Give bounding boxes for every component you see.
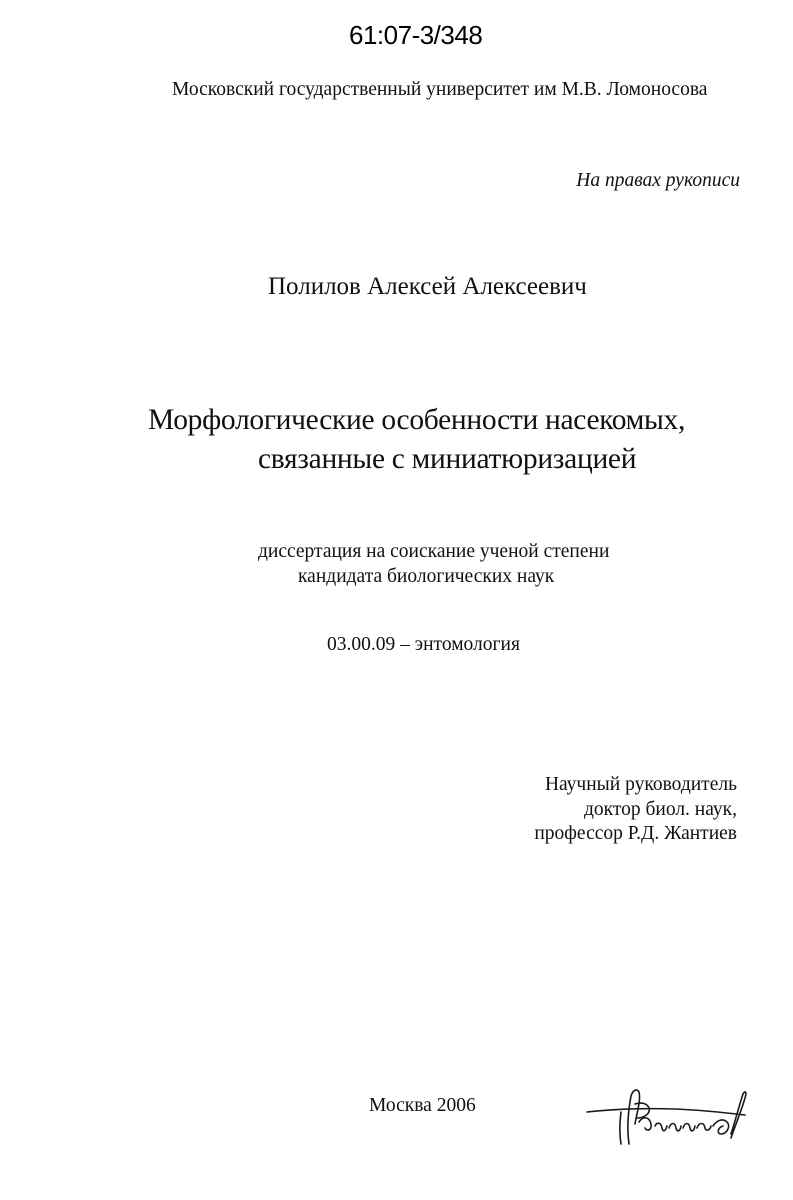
thesis-title-line-1: Морфологические особенности насекомых, bbox=[148, 404, 686, 436]
author-name: Полилов Алексей Алексеевич bbox=[268, 273, 587, 300]
supervisor-block bbox=[534, 773, 737, 847]
supervisor-role: Научный руководитель bbox=[544, 774, 737, 795]
handwritten-signature-icon bbox=[585, 1082, 755, 1152]
university-name: Московский государственный университет им М.В. Ломоносова bbox=[172, 79, 708, 100]
supervisor-name: профессор Р.Д. Жантиев bbox=[534, 823, 737, 844]
catalog-number: 61:07-3/348 bbox=[349, 20, 483, 50]
city-and-year: Москва 2006 bbox=[369, 1095, 476, 1116]
degree-line-1: диссертация на соискание ученой степени bbox=[258, 541, 610, 562]
supervisor-degree: доктор биол. наук, bbox=[583, 798, 737, 820]
thesis-title-line-2: связанные с миниатюризацией bbox=[258, 443, 637, 475]
manuscript-rights-note: На правах рукописи bbox=[576, 170, 740, 191]
degree-line-2: кандидата биологических наук bbox=[298, 566, 555, 587]
specialty-code: 03.00.09 – энтомология bbox=[327, 634, 520, 655]
